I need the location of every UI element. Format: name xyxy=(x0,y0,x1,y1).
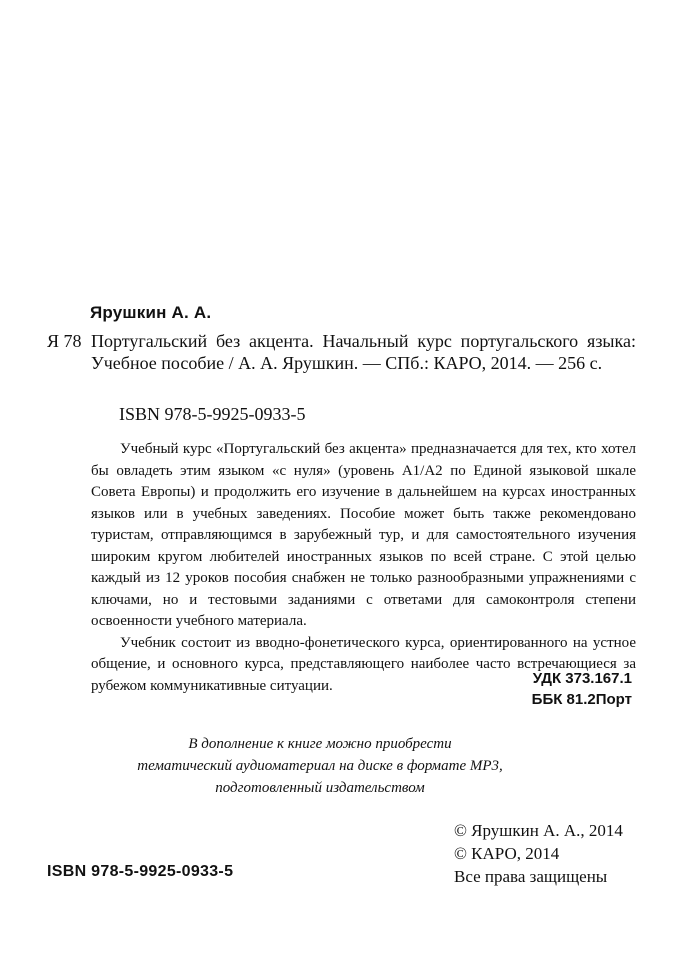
copyright-block xyxy=(454,819,623,888)
bbk-code: ББК 81.2Порт xyxy=(531,691,632,708)
copyright-author: © Ярушкин А. А., 2014 xyxy=(454,821,623,840)
isbn-bottom: ISBN 978-5-9925-0933-5 xyxy=(47,863,234,880)
classification-code: Я 78 xyxy=(47,331,82,351)
author-heading: Ярушкин А. А. xyxy=(90,303,212,322)
annotation xyxy=(91,439,636,697)
copyright-publisher: © КАРО, 2014 xyxy=(454,844,560,863)
isbn-top: ISBN 978-5-9925-0933-5 xyxy=(119,404,306,424)
udc-code: УДК 373.167.1 xyxy=(532,670,632,687)
supplement-note-line: В дополнение к книге можно приобрести xyxy=(188,736,452,752)
supplement-note-line: подготовленный издательством xyxy=(215,780,425,796)
annotation-paragraph: Учебный курс «Португальский без акцента» предназначается для тех, кто хотел бы овладеть этим языком «с нуля» (уровень А1/А2 по Единой языковой шкале Совета Европы) и продолжить его изучение в дальнейшем на курсах иностранных языков или в учебных заведениях. Пособие может быть также рекомендовано туристам, отправляющимся в зарубежный тур, и для самостоятельного изучения широким кругом любителей иностранных языков по всей стране. С этой целью каждый из 12 уроков пособия снабжен не только разнообразными упражнениями с ключами, но и тестовыми заданиями с ответами для самоконтроля степени освоенности учебного материала. xyxy=(91,441,636,629)
supplement-note-line: тематический аудиоматериал на диске в формате МР3, xyxy=(137,758,503,774)
rights-reserved: Все права защищены xyxy=(454,867,608,886)
annotation-paragraph: Учебник состоит из вводно-фонетического курса, ориентированного на устное общение, и основного курса, представляющего наиболее часто встречающиеся за рубежом коммуникативные ситуации. xyxy=(91,634,636,694)
classification-codes xyxy=(532,668,632,710)
supplement-note xyxy=(90,733,550,799)
bibliographic-entry: Португальский без акцента. Начальный курс португальского языка: Учебное пособие / А. А. Ярушкин. — СПб.: КАРО, 2014. — 256 с. xyxy=(91,331,636,373)
